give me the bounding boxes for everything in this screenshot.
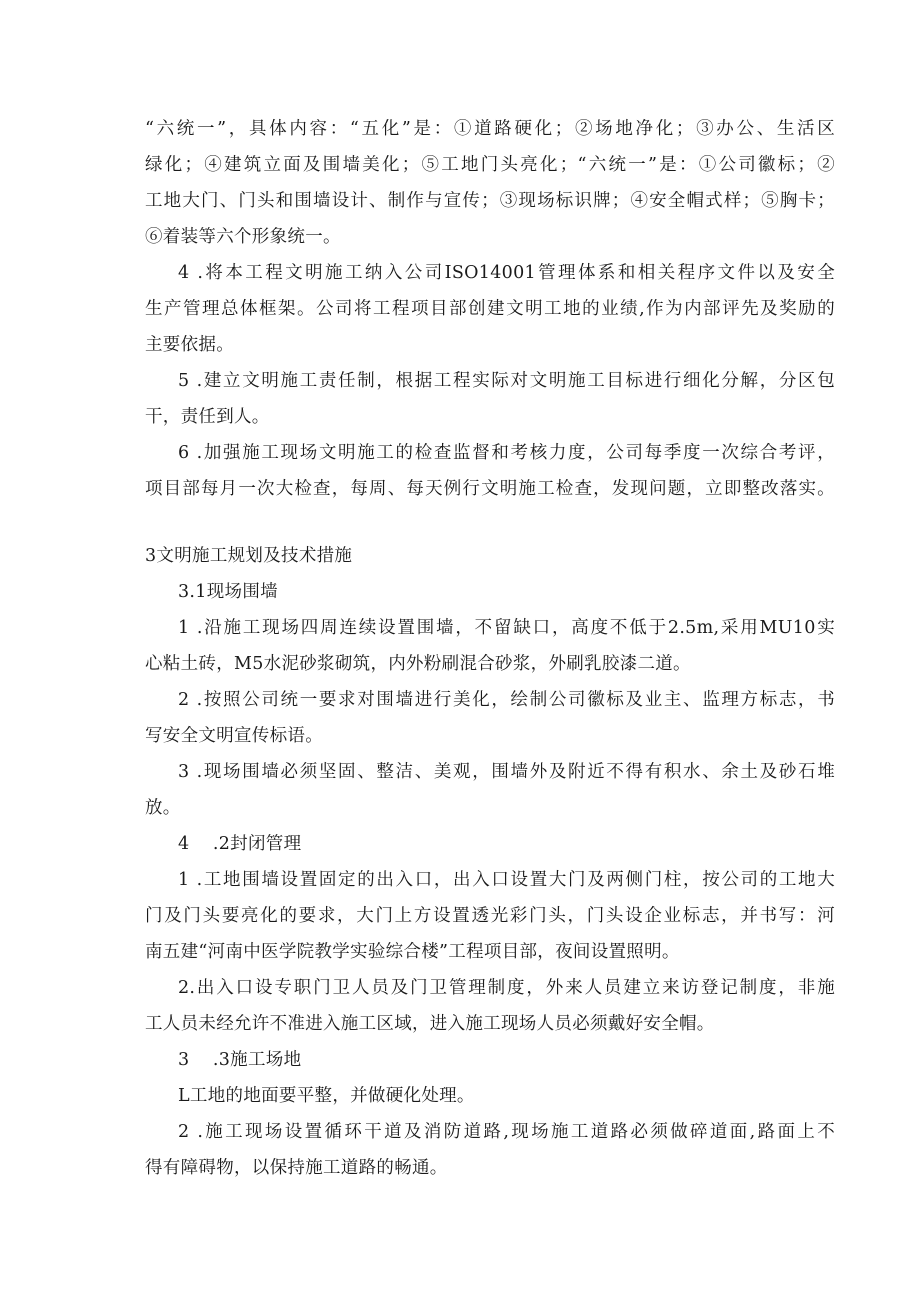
paragraph-line: 生产管理总体框架。公司将工程项目部创建文明工地的业绩,作为内部评先及奖励的 (145, 299, 835, 319)
section-heading: 3文明施工规划及技术措施 (145, 546, 353, 566)
paragraph-line: 心粘土砖，M5水泥砂浆砌筑，内外粉刷混合砂浆，外刷乳胶漆二道。 (145, 654, 691, 674)
list-item-line: 2.出入口设专职门卫人员及门卫管理制度，外来人员建立来访登记制度，非施 (178, 978, 835, 998)
paragraph-line: 得有障碍物，以保持施工道路的畅通。 (145, 1158, 448, 1178)
list-item-line: 1 .工地围墙设置固定的出入口，出入口设置大门及两侧门柱，按公司的工地大 (178, 870, 835, 890)
subsection-heading: 3.1现场围墙 (178, 582, 278, 602)
list-item-line: 2 .按照公司统一要求对围墙进行美化，绘制公司徽标及业主、监理方标志，书 (178, 690, 835, 710)
paragraph-line: 干，责任到人。 (145, 407, 270, 427)
paragraph-line: 放。 (145, 798, 181, 818)
list-item-line: 1 .沿施工现场四周连续设置围墙，不留缺口，高度不低于2.5m,采用MU10实 (178, 618, 835, 638)
paragraph-line: 南五建“河南中医学院教学实验综合楼”工程项目部，夜间设置照明。 (145, 942, 680, 962)
list-item-line: 4 .将本工程文明施工纳入公司ISO14001管理体系和相关程序文件以及安全 (178, 263, 835, 283)
subsection-heading: 4 .2封闭管理 (178, 834, 302, 854)
list-item-line: 6 .加强施工现场文明施工的检查监督和考核力度，公司每季度一次综合考评， (178, 443, 835, 463)
list-item-line: 5 .建立文明施工责任制，根据工程实际对文明施工目标进行细化分解，分区包 (178, 371, 835, 391)
paragraph-line: 门及门头要亮化的要求，大门上方设置透光彩门头，门头设企业标志，并书写：河 (145, 906, 835, 926)
list-item-line: 2 .施工现场设置循环干道及消防道路,现场施工道路必须做碎道面,路面上不 (178, 1122, 835, 1142)
paragraph-line: 工人员未经允许不准进入施工区域，进入施工现场人员必须戴好安全帽。 (145, 1014, 715, 1034)
paragraph-line: 主要依据。 (145, 335, 234, 355)
paragraph-line: 工地大门、门头和围墙设计、制作与宣传；③现场标识牌；④安全帽式样；⑤胸卡； (145, 191, 835, 211)
paragraph-line: 项目部每月一次大检查，每周、每天例行文明施工检查，发现问题，立即整改落实。 (145, 479, 835, 499)
paragraph-line: ⑥着装等六个形象统一。 (145, 227, 341, 247)
subsection-heading: 3 .3施工场地 (178, 1050, 302, 1070)
paragraph-line: 绿化；④建筑立面及围墙美化；⑤工地门头亮化；“六统一”是：①公司徽标；② (145, 155, 835, 175)
paragraph-line: “六统一”，具体内容：“五化”是：①道路硬化；②场地净化；③办公、生活区 (145, 119, 835, 139)
list-item-line: L工地的地面要平整，并做硬化处理。 (178, 1086, 475, 1106)
paragraph-line: 写安全文明宣传标语。 (145, 726, 323, 746)
list-item-line: 3 .现场围墙必须坚固、整洁、美观，围墙外及附近不得有积水、余土及砂石堆 (178, 762, 835, 782)
